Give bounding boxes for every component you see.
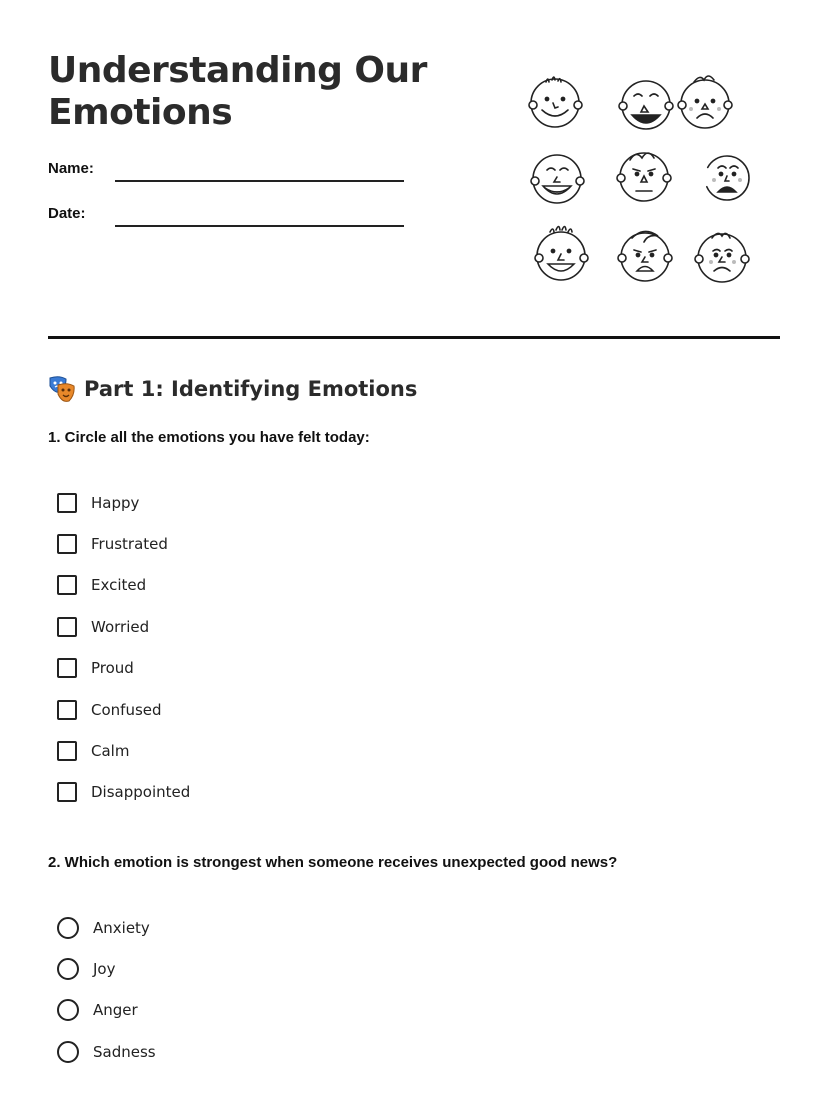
option-label: Confused <box>91 700 162 719</box>
question-2-options <box>57 907 156 1073</box>
checkbox-option[interactable] <box>57 730 190 771</box>
checkbox[interactable] <box>57 575 77 595</box>
section-divider <box>48 336 780 339</box>
option-label: Joy <box>93 960 116 979</box>
radio-button[interactable] <box>57 917 79 939</box>
name-label: Name: <box>48 160 94 177</box>
checkbox[interactable] <box>57 534 77 554</box>
question-1-options <box>57 482 190 813</box>
sad-face-icon <box>678 76 732 128</box>
radio-button[interactable] <box>57 1041 79 1063</box>
date-write-line[interactable] <box>115 225 404 227</box>
option-label: Proud <box>91 659 134 678</box>
option-label: Disappointed <box>91 783 191 802</box>
checkbox-option[interactable] <box>57 565 190 606</box>
date-field[interactable] <box>48 205 408 235</box>
performing-arts-masks-icon <box>48 375 76 403</box>
radio-button[interactable] <box>57 958 79 980</box>
cartoon-faces-grid-icon <box>524 70 754 290</box>
option-label: Happy <box>91 493 140 512</box>
checkbox-option[interactable] <box>57 689 190 730</box>
radio-option[interactable] <box>57 1031 156 1072</box>
option-label: Anger <box>93 1001 138 1020</box>
date-label: Date: <box>48 205 86 222</box>
checkbox-option[interactable] <box>57 482 190 523</box>
checkbox[interactable] <box>57 493 77 513</box>
option-label: Excited <box>91 576 147 595</box>
option-label: Sadness <box>93 1042 156 1061</box>
part1-heading <box>48 372 417 406</box>
checkbox-option[interactable] <box>57 523 190 564</box>
checkbox[interactable] <box>57 700 77 720</box>
part1-title: Part 1: Identifying Emotions <box>84 377 418 401</box>
option-label: Worried <box>91 617 150 636</box>
crying-face-icon <box>705 156 749 200</box>
checkbox[interactable] <box>57 741 77 761</box>
checkbox[interactable] <box>57 658 77 678</box>
radio-option[interactable] <box>57 990 156 1031</box>
name-write-line[interactable] <box>115 180 404 182</box>
laughing-face-icon <box>619 81 673 129</box>
question-1: 1. Circle all the emotions you have felt today: <box>48 429 370 446</box>
radio-option[interactable] <box>57 907 156 948</box>
smiling-face-icon <box>531 155 584 203</box>
question-2: 2. Which emotion is strongest when someone receives unexpected good news? <box>48 854 618 871</box>
upset-face-icon <box>618 231 672 281</box>
option-label: Anxiety <box>93 918 150 937</box>
worksheet-title: Understanding Our Emotions <box>48 50 427 133</box>
checkbox[interactable] <box>57 782 77 802</box>
happy-face-icon <box>529 77 582 127</box>
name-field[interactable] <box>48 160 408 190</box>
checkbox-option[interactable] <box>57 772 190 813</box>
radio-button[interactable] <box>57 999 79 1021</box>
unhappy-face-icon <box>695 233 749 282</box>
option-label: Calm <box>91 742 130 761</box>
checkbox[interactable] <box>57 617 77 637</box>
grinning-face-icon <box>535 227 588 281</box>
radio-option[interactable] <box>57 948 156 989</box>
worried-face-icon <box>617 153 671 201</box>
checkbox-option[interactable] <box>57 648 190 689</box>
checkbox-option[interactable] <box>57 606 190 647</box>
option-label: Frustrated <box>91 535 168 554</box>
